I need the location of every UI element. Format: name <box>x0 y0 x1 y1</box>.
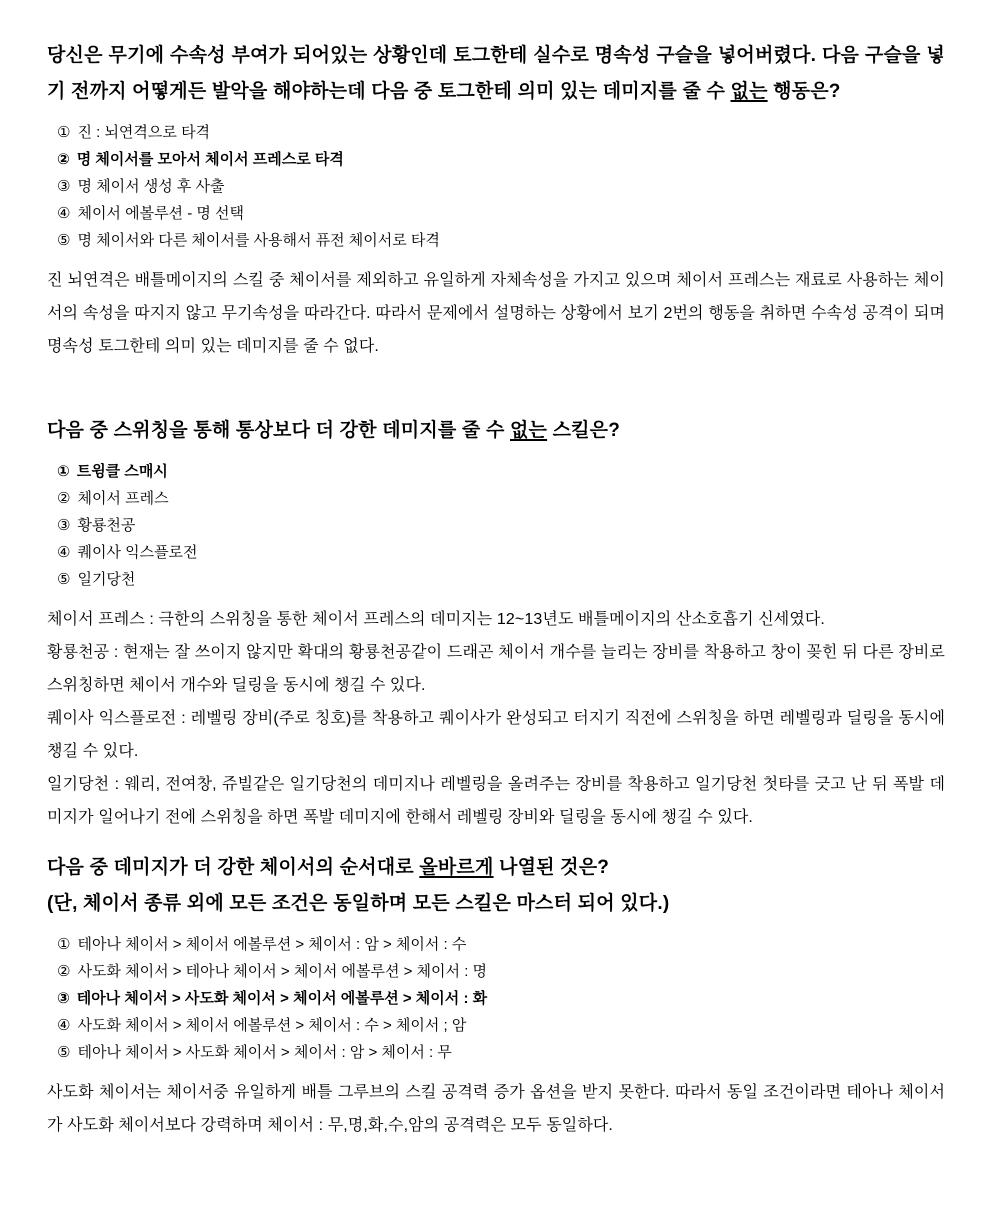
question-3-condition: (단, 체이서 종류 외에 모든 조건은 동일하며 모든 스킬은 마스터 되어 있다.) <box>47 893 670 914</box>
question-3-option-1 <box>57 931 945 958</box>
option-marker: ③ <box>57 178 71 195</box>
question-2-prompt-underlined: 없는 <box>509 420 548 441</box>
question-3-option-4 <box>57 1012 945 1039</box>
option-text: 일기당천 <box>77 571 136 588</box>
question-2-explanation <box>47 603 945 834</box>
question-block-2 <box>47 413 945 834</box>
option-marker: ② <box>57 963 71 980</box>
question-block-1 <box>47 38 945 363</box>
question-2-prompt <box>47 413 945 449</box>
option-text: 사도화 체이서 > 테아나 체이서 > 체이서 에볼루션 > 체이서 : 명 <box>77 963 488 980</box>
option-marker: ② <box>57 490 71 507</box>
question-block-3 <box>47 850 945 1142</box>
question-2-option-1 <box>57 458 945 485</box>
option-marker: ④ <box>57 205 71 222</box>
question-3-prompt-suffix: 나열된 것은? <box>493 857 610 878</box>
option-marker: ① <box>57 463 70 480</box>
question-1-option-5 <box>57 227 945 254</box>
question-2-prompt-suffix: 스킬은? <box>547 420 621 441</box>
question-1-prompt <box>47 38 945 110</box>
explanation-paragraph: 사도화 체이서는 체이서중 유일하게 배틀 그루브의 스킬 공격력 증가 옵션을 받지 못한다. 따라서 동일 조건이라면 테아나 체이서가 사도화 체이서보다 강력하며 체이서 : 무,명,화,수,암의 공격력은 모두 동일하다. <box>47 1084 945 1134</box>
question-1-prompt-suffix: 행동은? <box>767 81 841 102</box>
question-3-options <box>57 931 945 1066</box>
question-3-prompt-prefix: 다음 중 데미지가 더 강한 체이서의 순서대로 <box>47 857 420 878</box>
question-3-option-3 <box>57 985 945 1012</box>
option-text: 명 체이서 생성 후 사출 <box>77 178 225 195</box>
option-marker: ③ <box>57 990 70 1007</box>
question-3-explanation <box>47 1076 945 1142</box>
question-2-options <box>57 458 945 593</box>
question-2-option-3 <box>57 512 945 539</box>
option-text: 황룡천공 <box>77 517 136 534</box>
explanation-paragraph: 황룡천공 : 현재는 잘 쓰이지 않지만 확대의 황룡천공같이 드래곤 체이서 개수를 늘리는 장비를 착용하고 창이 꽂힌 뒤 다른 장비로 스위칭하면 체이서 개수와 딜링을 동시에 챙길 수 있다. <box>47 644 945 694</box>
question-2-prompt-prefix: 다음 중 스위칭을 통해 통상보다 더 강한 데미지를 줄 수 <box>47 420 510 441</box>
question-3-prompt-underlined: 올바르게 <box>419 857 494 878</box>
option-text: 테아나 체이서 > 체이서 에볼루션 > 체이서 : 암 > 체이서 : 수 <box>77 936 467 953</box>
question-1-option-3 <box>57 173 945 200</box>
option-text: 체이서 에볼루션 - 명 선택 <box>77 205 245 222</box>
question-2-option-5 <box>57 566 945 593</box>
option-text: 명 체이서와 다른 체이서를 사용해서 퓨전 체이서로 타격 <box>77 232 440 249</box>
option-text: 테아나 체이서 > 사도화 체이서 > 체이서 에볼루션 > 체이서 : 화 <box>76 990 488 1007</box>
option-marker: ④ <box>57 544 71 561</box>
option-text: 명 체이서를 모아서 체이서 프레스로 타격 <box>76 151 344 168</box>
question-2-option-4 <box>57 539 945 566</box>
option-marker: ⑤ <box>57 571 71 588</box>
option-marker: ③ <box>57 517 71 534</box>
explanation-paragraph: 체이서 프레스 : 극한의 스위칭을 통한 체이서 프레스의 데미지는 12~13년도 배틀메이지의 산소호흡기 신세였다. <box>47 611 825 628</box>
question-1-option-4 <box>57 200 945 227</box>
option-text: 트윙클 스매시 <box>76 463 168 480</box>
option-text: 진 : 뇌연격으로 타격 <box>77 124 211 141</box>
option-marker: ① <box>57 936 71 953</box>
question-1-options <box>57 119 945 254</box>
question-1-option-1 <box>57 119 945 146</box>
option-marker: ② <box>57 151 70 168</box>
question-1-prompt-underlined: 없는 <box>730 81 768 102</box>
option-marker: ④ <box>57 1017 71 1034</box>
explanation-paragraph: 퀘이사 익스플로전 : 레벨링 장비(주로 칭호)를 착용하고 퀘이사가 완성되고 터지기 직전에 스위칭을 하면 레벨링과 딜링을 동시에 챙길 수 있다. <box>47 710 945 760</box>
option-marker: ⑤ <box>57 1044 71 1061</box>
question-3-prompt <box>47 850 945 886</box>
question-1-prompt-prefix: 당신은 무기에 수속성 부여가 되어있는 상황인데 토그한테 실수로 명속성 구슬을 넣어버렸다. 다음 구슬을 넣기 전까지 어떻게든 발악을 해야하는데 다음 중 토그한테 의미 있는 데미지를 줄 수 <box>47 45 945 102</box>
explanation-paragraph: 진 뇌연격은 배틀메이지의 스킬 중 체이서를 제외하고 유일하게 자체속성을 가지고 있으며 체이서 프레스는 재료로 사용하는 체이서의 속성을 따지지 않고 무기속성을 따라간다. 따라서 문제에서 설명하는 상황에서 보기 2번의 행동을 취하면 수속성 공격이 되며 명속성 토그한테 의미 있는 데미지를 줄 수 없다. <box>47 272 945 355</box>
option-text: 사도화 체이서 > 체이서 에볼루션 > 체이서 : 수 > 체이서 ; 암 <box>77 1017 467 1034</box>
option-text: 체이서 프레스 <box>77 490 169 507</box>
question-3-option-2 <box>57 958 945 985</box>
question-3-option-5 <box>57 1039 945 1066</box>
option-text: 테아나 체이서 > 사도화 체이서 > 체이서 : 암 > 체이서 : 무 <box>77 1044 452 1061</box>
option-marker: ⑤ <box>57 232 71 249</box>
question-2-option-2 <box>57 485 945 512</box>
question-1-option-2 <box>57 146 945 173</box>
question-1-explanation <box>47 264 945 363</box>
option-marker: ① <box>57 124 71 141</box>
option-text: 퀘이사 익스플로전 <box>77 544 198 561</box>
explanation-paragraph: 일기당천 : 웨리, 전여창, 쥬빌같은 일기당천의 데미지나 레벨링을 올려주는 장비를 착용하고 일기당천 첫타를 긋고 난 뒤 폭발 데미지가 일어나기 전에 스위칭을 하면 폭발 데미지에 한해서 레벨링 장비와 딜링을 동시에 챙길 수 있다. <box>47 776 945 826</box>
